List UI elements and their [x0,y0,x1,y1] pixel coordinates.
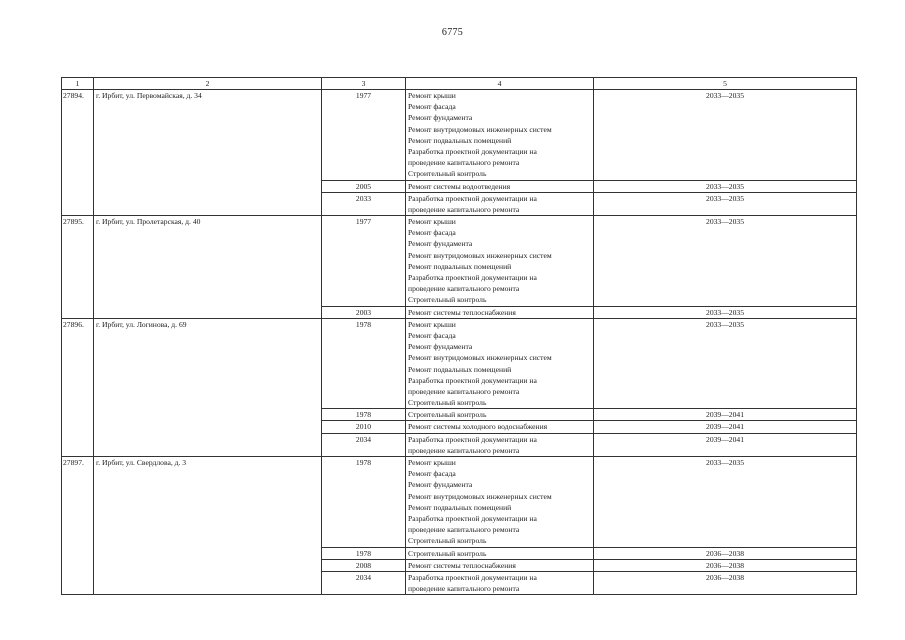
entry-period: 2036—2038 [594,571,857,594]
column-number-row [62,78,857,90]
work-item: Ремонт подвальных помещений [408,135,512,145]
column-header-2: 2 [94,78,322,90]
entry-works [406,559,594,571]
entry-period: 2033—2035 [594,216,857,307]
table-row [62,216,857,307]
object-number: 27896. [62,318,94,456]
object-number: 27895. [62,216,94,319]
column-header-3: 3 [322,78,406,90]
object-address: г. Ирбит, ул. Первомайская, д. 34 [94,90,322,216]
work-item: Ремонт фундамента [408,239,473,249]
table-body [62,90,857,595]
object-address: г. Ирбит, ул. Свердлова, д. 3 [94,457,322,595]
entry-year: 2003 [322,306,406,318]
table-row [62,90,857,181]
object-address: г. Ирбит, ул. Пролетарская, д. 40 [94,216,322,319]
work-item: Ремонт системы теплоснабжения [408,307,516,317]
entry-year: 1978 [322,547,406,559]
entry-period: 2033—2035 [594,306,857,318]
work-item: проведение капитального ремонта [408,525,520,535]
work-item: Ремонт внутридомовых инженерных систем [408,353,552,363]
entry-year: 2033 [322,192,406,215]
entry-year: 1978 [322,409,406,421]
entry-year: 2008 [322,559,406,571]
work-item: Ремонт фасада [408,228,456,238]
work-item: проведение капитального ремонта [408,584,520,594]
work-item: Ремонт внутридомовых инженерных систем [408,491,552,501]
column-header-1: 1 [62,78,94,90]
object-number: 27894. [62,90,94,216]
entry-period: 2039—2041 [594,421,857,433]
work-item: Строительный контроль [408,536,487,546]
work-item: Ремонт внутридомовых инженерных систем [408,250,552,260]
entry-year: 2010 [322,421,406,433]
entry-period: 2036—2038 [594,559,857,571]
work-item: Ремонт фасада [408,102,456,112]
entry-works [406,433,594,456]
work-item: Разработка проектной документации на [408,434,537,444]
entry-year: 1977 [322,216,406,307]
work-item: Строительный контроль [408,398,487,408]
entry-works [406,457,594,548]
entry-period: 2033—2035 [594,318,857,409]
work-item: Ремонт системы водоотведения [408,181,511,191]
work-item: Разработка проектной документации на [408,146,537,156]
table-row [62,457,857,548]
entry-works [406,421,594,433]
work-item: Разработка проектной документации на [408,572,537,582]
work-item: Ремонт фундамента [408,113,473,123]
column-header-5: 5 [594,78,857,90]
column-header-4: 4 [406,78,594,90]
entry-period: 2036—2038 [594,547,857,559]
work-item: проведение капитального ремонта [408,445,520,455]
entry-works [406,547,594,559]
entry-period: 2039—2041 [594,409,857,421]
object-address: г. Ирбит, ул. Логинова, д. 69 [94,318,322,456]
page-number: 6775 [441,27,464,38]
work-item: Строительный контроль [408,410,487,420]
work-item: Ремонт подвальных помещений [408,261,512,271]
work-item: Ремонт подвальных помещений [408,502,512,512]
entry-period: 2033—2035 [594,192,857,215]
entry-year: 1978 [322,318,406,409]
entry-works [406,216,594,307]
capital-repair-table [61,77,857,595]
entry-works [406,571,594,594]
entry-period: 2033—2035 [594,457,857,548]
work-item: Ремонт фундамента [408,342,473,352]
entry-works [406,192,594,215]
work-item: Разработка проектной документации на [408,514,537,523]
entry-year: 2005 [322,180,406,192]
entry-works [406,90,594,181]
work-item: проведение капитального ремонта [408,284,520,294]
entry-works [406,409,594,421]
work-item: проведение капитального ремонта [408,158,520,168]
work-item: Ремонт внутридомовых инженерных систем [408,124,552,134]
entry-works [406,318,594,409]
work-item: Ремонт крыши [408,319,456,329]
work-item: Разработка проектной документации на [408,273,537,283]
entry-year: 2034 [322,571,406,594]
entry-year: 2034 [322,433,406,456]
work-item: Строительный контроль [408,169,487,179]
entry-year: 1978 [322,457,406,548]
work-item: проведение капитального ремонта [408,204,520,214]
work-item: проведение капитального ремонта [408,386,520,396]
work-item: Строительный контроль [408,295,487,305]
work-item: Ремонт системы холодного водоснабжения [408,422,548,432]
entry-works [406,306,594,318]
entry-period: 2033—2035 [594,180,857,192]
work-item: Ремонт системы теплоснабжения [408,560,516,570]
work-item: Ремонт фасада [408,469,456,479]
work-item: Ремонт фундамента [408,480,473,490]
work-item: Ремонт крыши [408,217,456,227]
work-item: Разработка проектной документации на [408,375,537,385]
entry-period: 2039—2041 [594,433,857,456]
entry-works [406,180,594,192]
work-item: Ремонт фасада [408,330,456,340]
table-row [62,318,857,409]
work-item: Ремонт крыши [408,458,456,468]
work-item: Разработка проектной документации на [408,193,537,203]
object-number: 27897. [62,457,94,595]
work-item: Строительный контроль [408,548,487,558]
work-item: Ремонт крыши [408,91,456,100]
entry-year: 1977 [322,90,406,181]
entry-period: 2033—2035 [594,90,857,181]
work-item: Ремонт подвальных помещений [408,364,512,374]
